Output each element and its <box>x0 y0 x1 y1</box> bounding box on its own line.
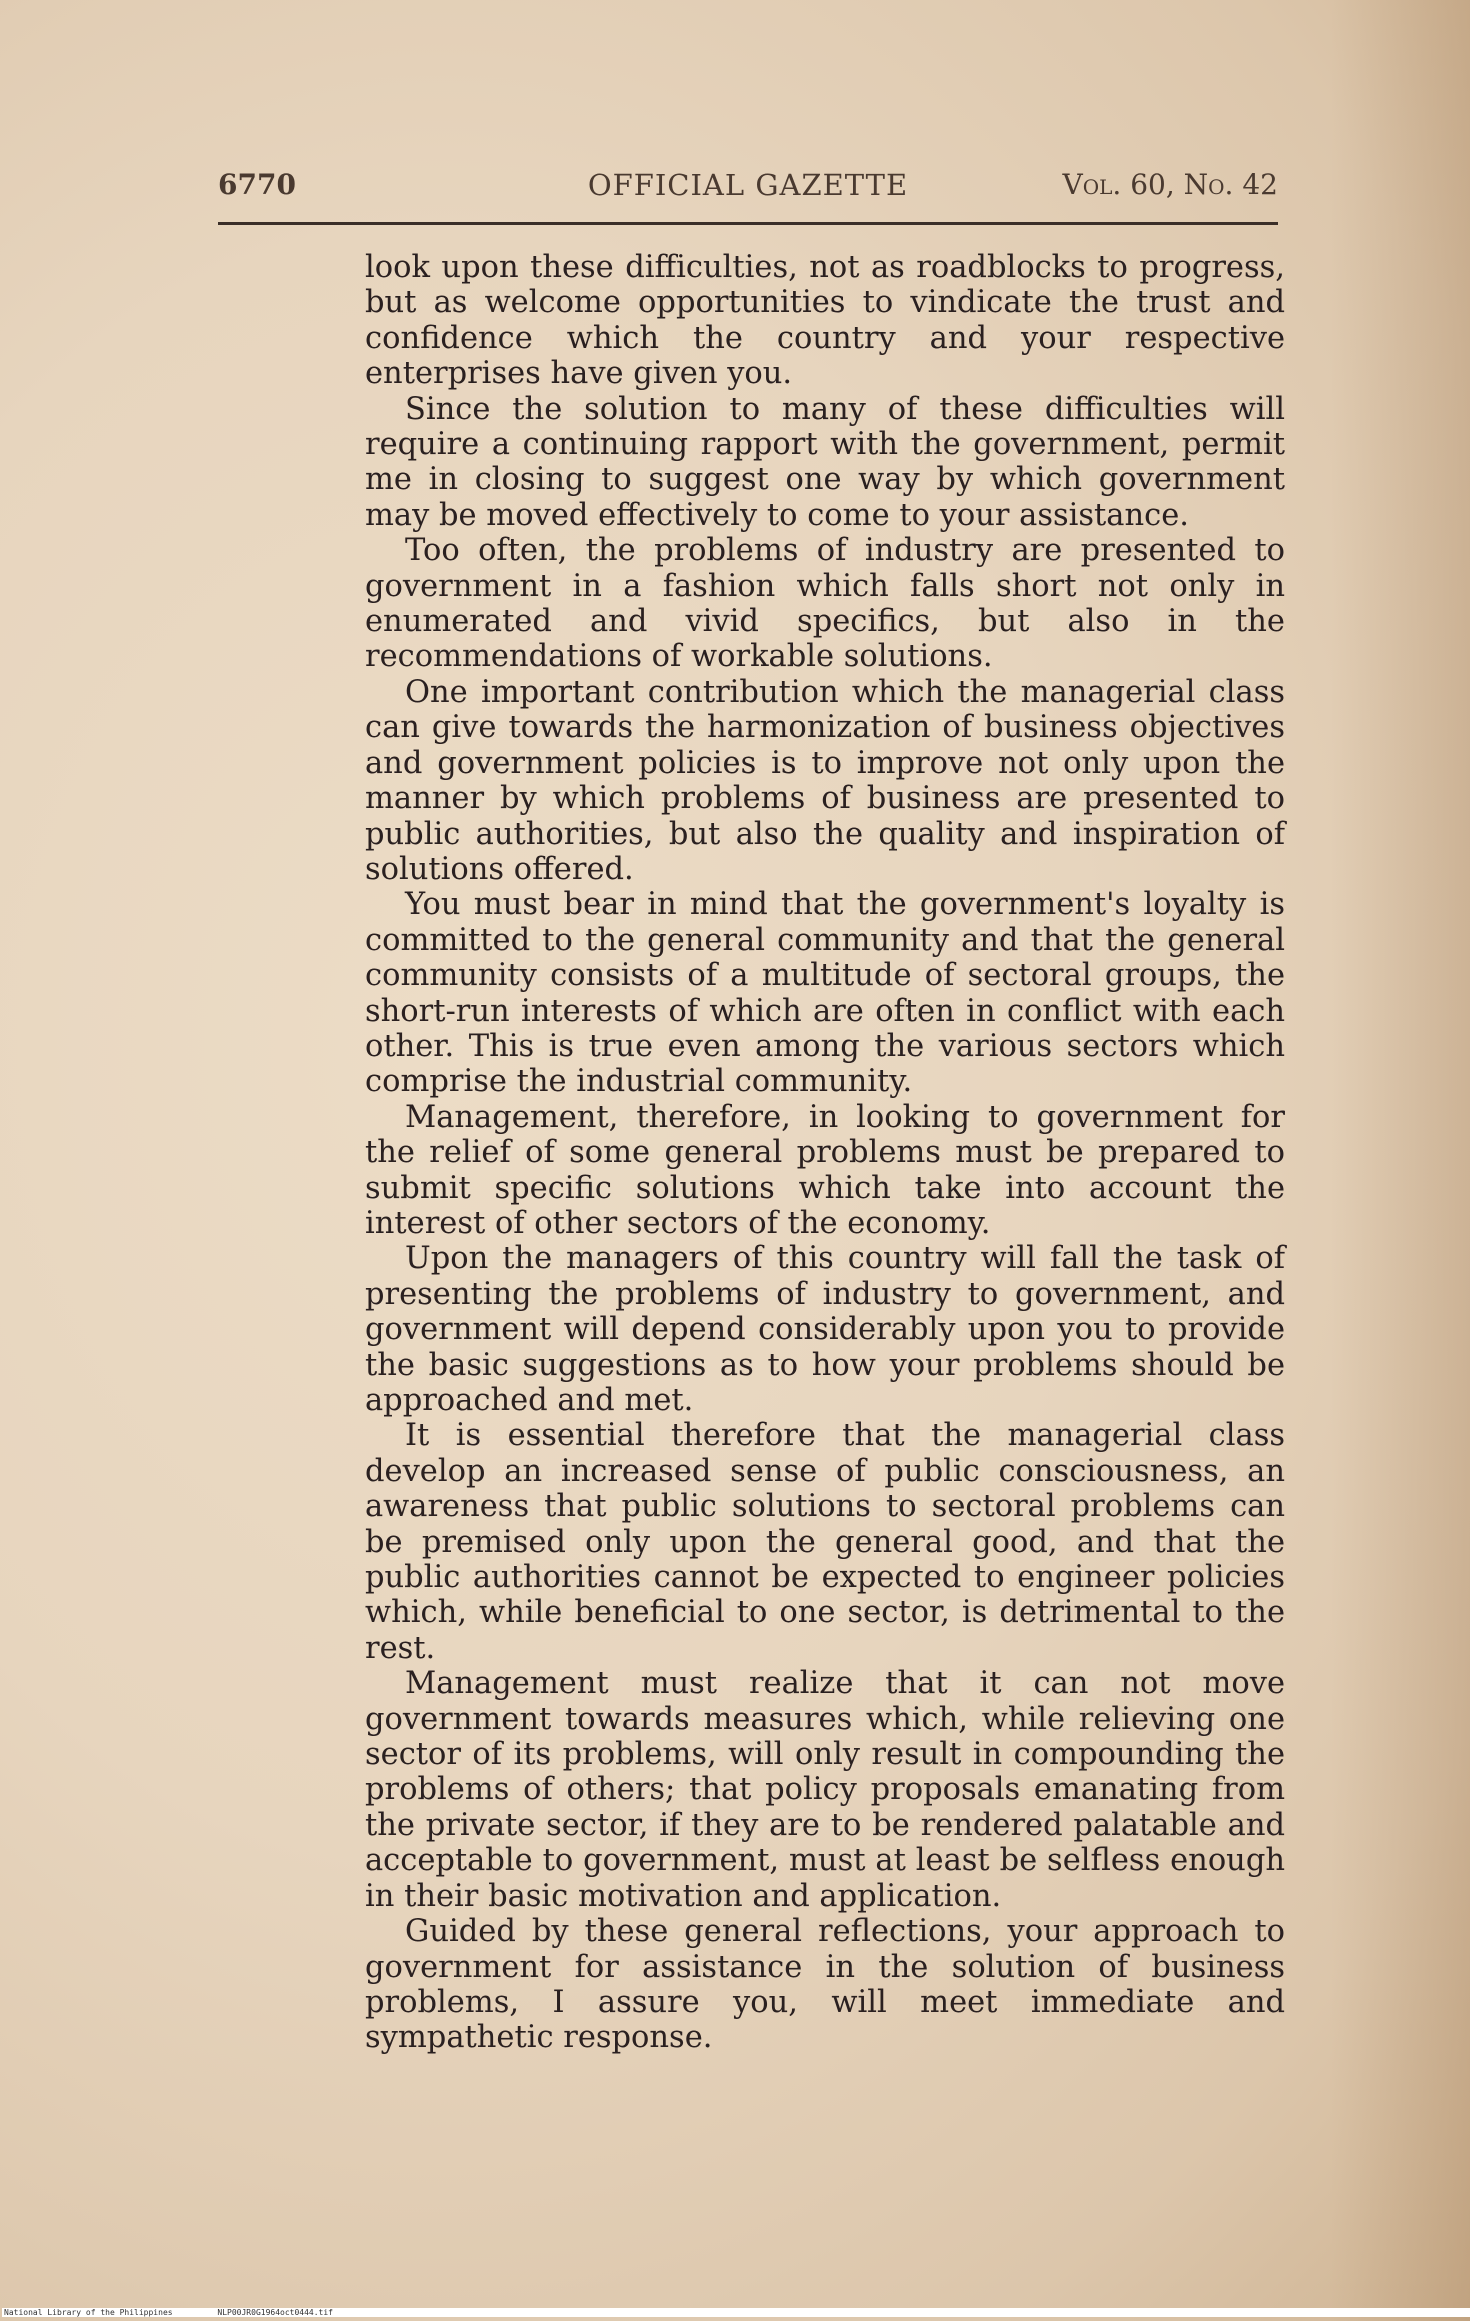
paragraph: Since the solution to many of these difficulties will require a continuing rapport with the government, permit me in closing to suggest one way by which government may be moved effectively to come to your assistance. <box>365 391 1285 533</box>
paragraph: You must bear in mind that the government's loyalty is committed to the general community and that the general community consists of a multitude of sectoral groups, the short-run interests of which are often in conflict with each other. This is true even among the various sectors which comprise the industrial community. <box>365 887 1285 1100</box>
scan-footer <box>2 2308 1470 2317</box>
paragraph: Too often, the problems of industry are presented to government in a fashion which falls short not only in enumerated and vivid specifics, but also in the recommendations of workable solutions. <box>365 533 1285 675</box>
paragraph: Upon the managers of this country will fall the task of presenting the problems of industry to government, and government will depend considerably upon you to provide the basic suggestions as to how your problems should be approached and met. <box>365 1241 1285 1418</box>
page-header <box>218 168 1278 212</box>
paragraph: Guided by these general reflections, your approach to government for assistance in the solution of business problems, I assure you, will meet immediate and sympathetic response. <box>365 1914 1285 2056</box>
header-rule <box>218 222 1278 225</box>
volume-issue: Vol. 60, No. 42 <box>1062 168 1278 201</box>
paragraph: It is essential therefore that the managerial class develop an increased sense of public consciousness, an awareness that public solutions to sectoral problems can be premised only upon the general good, and that the public authorities cannot be expected to engineer policies which, while beneficial to one sector, is detrimental to the rest. <box>365 1418 1285 1666</box>
page-edge-shadow <box>1330 0 1470 2321</box>
library-name: National Library of the Philippines <box>4 2308 173 2317</box>
paragraph: Management, therefore, in looking to government for the relief of some general problems must be prepared to submit specific solutions which take into account the interest of other sectors of the economy. <box>365 1099 1285 1241</box>
paragraph: look upon these difficulties, not as roadblocks to progress, but as welcome opportunities to vindicate the trust and confidence which the country and your respective enterprises have given you. <box>365 250 1285 392</box>
paragraph: Management must realize that it can not move government towards measures which, while relieving one sector of its problems, will only result in compounding the problems of others; that policy proposals emanating from the private sector, if they are to be rendered palatable and acceptable to government, must at least be selfless enough in their basic motivation and application. <box>365 1666 1285 1914</box>
file-name: NLP00JR0G1964oct0444.tif <box>217 2308 333 2317</box>
page-number: 6770 <box>218 168 296 201</box>
article-body <box>365 250 1285 2056</box>
publication-title: OFFICIAL GAZETTE <box>587 168 909 202</box>
paragraph: One important contribution which the managerial class can give towards the harmonization of business objectives and government policies is to improve not only upon the manner by which problems of business are presented to public authorities, but also the quality and inspiration of solutions offered. <box>365 674 1285 887</box>
